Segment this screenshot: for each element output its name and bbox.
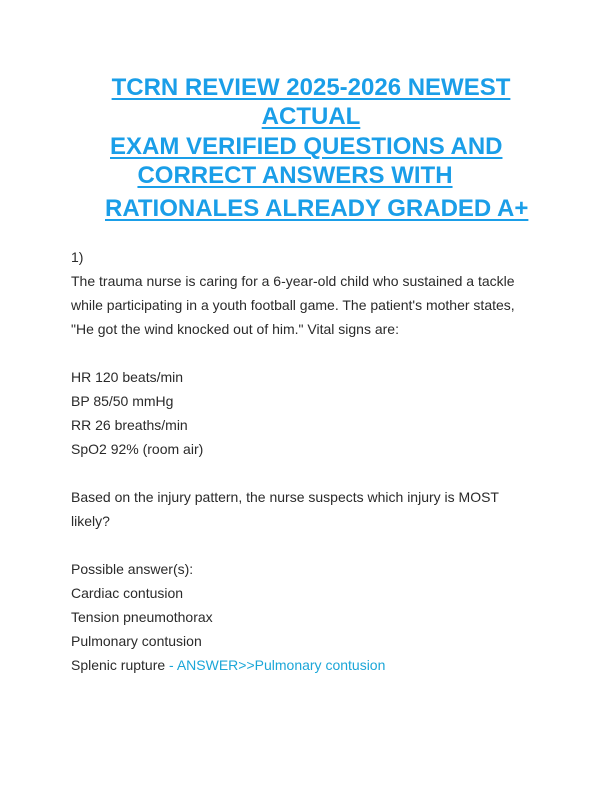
document-title-line-4: CORRECT ANSWERS WITH xyxy=(137,162,453,189)
vital-sign-respiratory-rate: RR 26 breaths/min xyxy=(71,417,188,433)
correct-answer: - ANSWER>>Pulmonary contusion xyxy=(165,657,386,673)
vital-sign-heart-rate: HR 120 beats/min xyxy=(71,369,184,385)
question-number: 1) xyxy=(71,249,84,265)
answer-option: Pulmonary contusion xyxy=(71,633,202,649)
vital-sign-spo2: SpO2 92% (room air) xyxy=(71,441,204,457)
question-stem-line: The trauma nurse is caring for a 6-year-old child who sustained a tackle xyxy=(71,273,515,289)
document-title-line-5: RATIONALES ALREADY GRADED A+ xyxy=(105,195,529,222)
question-prompt-line: likely? xyxy=(71,513,110,529)
document-title-line-1: TCRN REVIEW 2025-2026 NEWEST xyxy=(111,74,511,101)
question-stem-line: while participating in a youth football game. The patient's mother states, xyxy=(71,297,515,313)
options-header: Possible answer(s): xyxy=(71,561,194,577)
vital-sign-blood-pressure: BP 85/50 mmHg xyxy=(71,393,174,409)
document-title-line-3: EXAM VERIFIED QUESTIONS AND xyxy=(110,133,503,160)
answer-option: Splenic rupture xyxy=(71,657,166,673)
answer-option: Cardiac contusion xyxy=(71,585,184,601)
question-stem-line: "He got the wind knocked out of him." Vital signs are: xyxy=(71,321,399,337)
question-prompt-line: Based on the injury pattern, the nurse suspects which injury is MOST xyxy=(71,489,499,505)
answer-option: Tension pneumothorax xyxy=(71,609,213,625)
answer-option-with-key xyxy=(71,653,385,677)
document-title-line-2: ACTUAL xyxy=(261,103,361,130)
